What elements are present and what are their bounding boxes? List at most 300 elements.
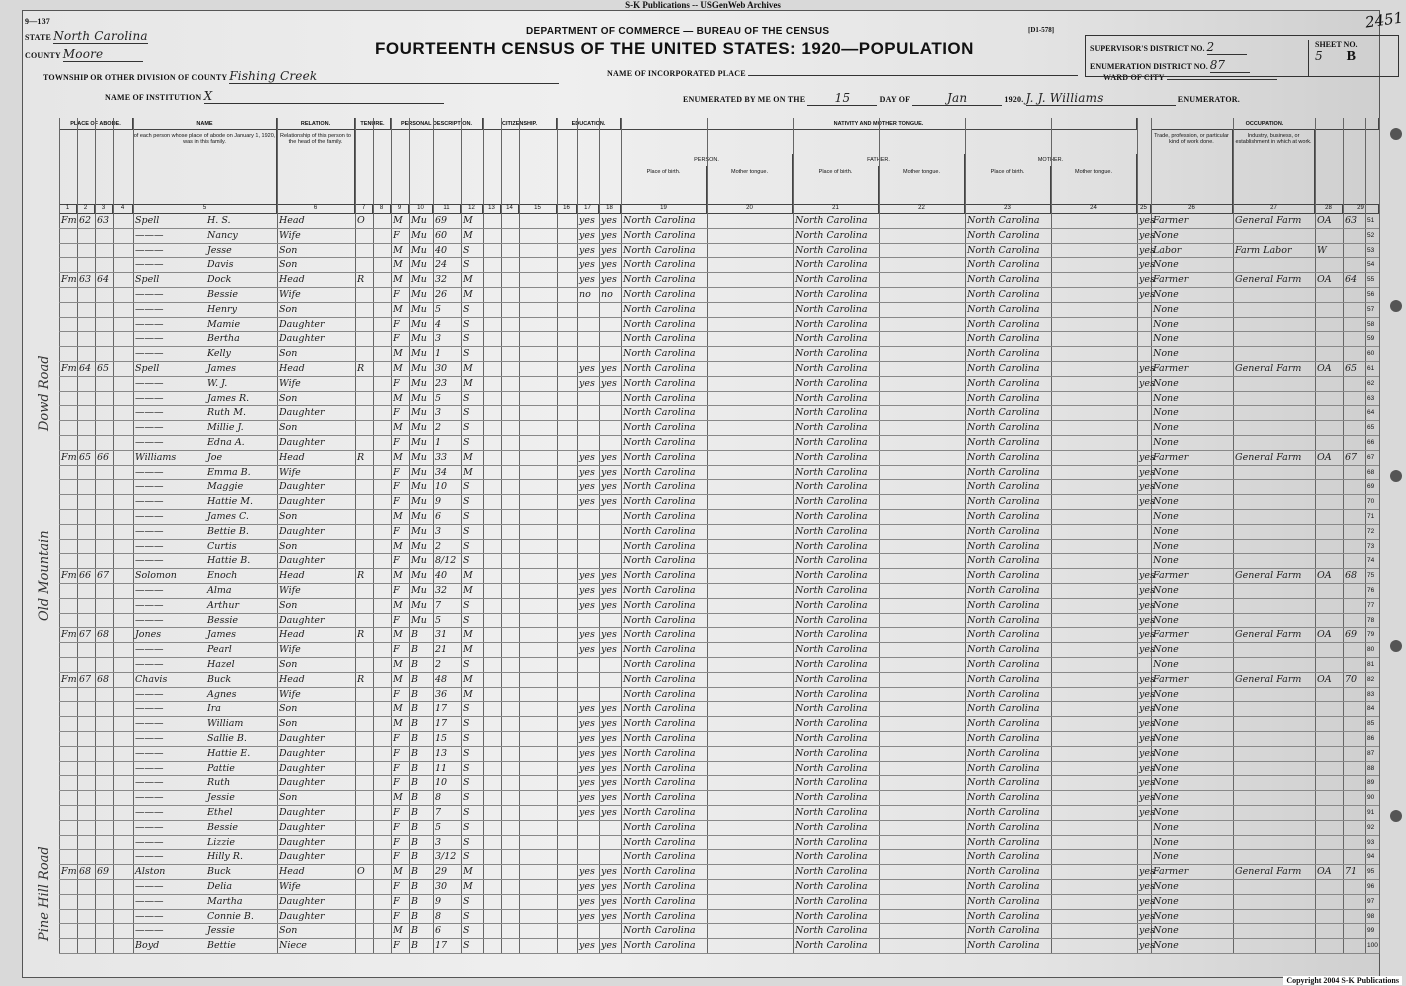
cell-industry [1235, 895, 1314, 910]
cell-tenure [357, 895, 372, 910]
cell-relation: Son [279, 659, 298, 670]
cell-dwelling [79, 229, 94, 244]
cell-marital: S [463, 836, 470, 848]
cell-tenure [357, 658, 372, 673]
cell-family [97, 436, 112, 451]
cell-surname: ——— [135, 392, 164, 404]
cell-birth: North Carolina [623, 437, 696, 448]
cell-industry [1235, 688, 1314, 703]
cell-relation: Wife [279, 466, 301, 478]
cell-father-birth: North Carolina [795, 511, 868, 522]
cell-tenure [357, 910, 372, 925]
cell-marital: S [463, 925, 470, 937]
cell-street [61, 806, 76, 821]
cell-race: Mu [411, 570, 427, 582]
cell-race: Mu [411, 451, 427, 463]
cell-birth: North Carolina [623, 215, 696, 226]
cell-surname: ——— [135, 437, 164, 448]
line-number: 91 [1367, 809, 1375, 816]
cell-surname: ——— [135, 821, 164, 833]
census-row [59, 688, 1379, 703]
cell-sex: F [393, 289, 400, 300]
cell-trade: None [1153, 821, 1179, 833]
cell-read: yes [579, 762, 595, 774]
page-title: FOURTEENTH CENSUS OF THE UNITED STATES: 1920—POPULATION [375, 39, 974, 58]
cell-sex: M [393, 599, 403, 611]
cell-write: no [601, 289, 613, 300]
cell-birth: North Carolina [623, 733, 696, 744]
cell-marital: M [463, 585, 473, 596]
cell-dwelling [79, 288, 94, 303]
cell-industry [1235, 525, 1314, 540]
cell-trade: None [1153, 762, 1179, 774]
cell-read [579, 332, 598, 347]
cell-age: 31 [435, 629, 448, 641]
cell-age: 69 [435, 215, 448, 226]
cell-read [579, 406, 598, 421]
cell-birth: North Carolina [623, 229, 696, 241]
cell-marital: S [463, 525, 470, 537]
cell-english: yes [1139, 599, 1155, 611]
cell-surname: ——— [135, 747, 164, 759]
line-number: 92 [1367, 823, 1375, 831]
cell-tenure [357, 791, 372, 806]
cell-industry [1235, 702, 1314, 717]
cell-surname: ——— [135, 925, 164, 937]
cell-marital: S [463, 733, 470, 744]
cell-tenure [357, 702, 372, 717]
cell-read: yes [579, 481, 595, 493]
cell-trade: None [1153, 229, 1179, 241]
cell-farm: 70 [1345, 673, 1358, 685]
cell-write: yes [601, 777, 617, 789]
cell-surname: ——— [135, 644, 164, 656]
group-personal: PERSONAL DESCRIPTION. [391, 118, 483, 130]
cell-sex: M [393, 244, 403, 256]
cell-surname: Alston [135, 866, 166, 878]
column-number: 29 [1343, 204, 1379, 214]
cell-farm [1345, 392, 1364, 407]
binder-hole [1390, 470, 1402, 482]
cell-farm: 68 [1345, 570, 1358, 582]
cell-given: Arthur [207, 599, 239, 611]
cell-street [61, 599, 76, 614]
cell-farm [1345, 939, 1364, 954]
cell-tenure [357, 762, 372, 777]
cell-relation: Son [279, 511, 298, 522]
cell-given: Connie B. [207, 910, 254, 922]
cell-race: B [411, 821, 418, 833]
cell-age: 5 [435, 392, 442, 404]
cell-given: Buck [207, 673, 232, 685]
cell-family [97, 480, 112, 495]
cell-family [97, 584, 112, 599]
cell-english: yes [1139, 718, 1155, 730]
column-number: 9 [391, 204, 409, 214]
cell-street: Fm [61, 363, 77, 374]
line-number: 64 [1367, 409, 1375, 417]
incorporated-value-line [748, 75, 1078, 76]
cell-given: W. J. [207, 377, 228, 389]
cell-tenure [357, 480, 372, 495]
cell-tenure [357, 406, 372, 421]
cell-write [601, 614, 620, 629]
column-number: 5 [133, 204, 277, 214]
cell-given: James C. [207, 511, 249, 522]
cell-mother-birth: North Carolina [967, 303, 1040, 315]
cell-father-birth: North Carolina [795, 659, 868, 670]
cell-class [1317, 732, 1342, 747]
cell-industry [1235, 377, 1314, 392]
cell-mother-birth: North Carolina [967, 940, 1040, 952]
cell-dwelling [79, 939, 94, 954]
cell-marital: S [463, 437, 470, 448]
cell-relation: Son [279, 599, 298, 611]
cell-age: 5 [435, 614, 442, 626]
cell-class [1317, 776, 1342, 791]
cell-english [1139, 540, 1150, 555]
cell-race: B [411, 836, 418, 848]
cell-given: Bettie [207, 940, 236, 952]
cell-marital: S [463, 407, 470, 419]
cell-given: H. S. [207, 215, 231, 226]
cell-english [1139, 406, 1150, 421]
cell-age: 17 [435, 940, 448, 952]
cell-industry [1235, 540, 1314, 555]
cell-tenure [357, 643, 372, 658]
line-number: 100 [1367, 942, 1378, 950]
cell-write [601, 554, 620, 569]
cell-tenure [357, 806, 372, 821]
cell-family [97, 406, 112, 421]
cell-farm [1345, 643, 1364, 658]
cell-marital: S [463, 895, 470, 907]
cell-class [1317, 924, 1342, 939]
cell-father-birth: North Carolina [795, 540, 868, 552]
cell-english: yes [1139, 363, 1155, 374]
cell-family [97, 880, 112, 895]
cell-trade: None [1153, 333, 1179, 345]
cell-mother-birth: North Carolina [967, 673, 1040, 685]
cell-english: yes [1139, 215, 1155, 226]
district-box [1085, 35, 1399, 77]
cell-tenure [357, 850, 372, 865]
cell-read: yes [579, 363, 595, 374]
line-number: 65 [1367, 424, 1375, 432]
cell-trade: None [1153, 940, 1179, 952]
cell-write [601, 347, 620, 362]
cell-age: 33 [435, 451, 448, 463]
sheet-value: 5 [1315, 49, 1323, 63]
cell-class [1317, 658, 1342, 673]
cell-birth: North Carolina [623, 303, 696, 315]
county-value: Moore [63, 47, 143, 62]
cell-write: yes [601, 363, 617, 374]
cell-marital: S [463, 599, 470, 611]
cell-dwelling [79, 910, 94, 925]
cell-trade: None [1153, 718, 1179, 730]
census-row [59, 392, 1379, 407]
cell-sex: F [393, 377, 400, 389]
cell-street [61, 406, 76, 421]
cell-street: Fm [61, 274, 77, 286]
cell-street: Fm [61, 629, 77, 641]
cell-father-birth: North Carolina [795, 422, 868, 434]
cell-father-birth: North Carolina [795, 274, 868, 286]
cell-read [579, 821, 598, 836]
cell-father-birth: North Carolina [795, 363, 868, 374]
cell-read: no [579, 289, 591, 300]
cell-surname: Spell [135, 215, 160, 226]
cell-relation: Head [279, 673, 305, 685]
cell-dwelling [79, 466, 94, 481]
cell-father-birth: North Carolina [795, 466, 868, 478]
cell-mother-birth: North Carolina [967, 792, 1040, 804]
cell-dwelling [79, 614, 94, 629]
cell-surname: ——— [135, 496, 164, 508]
group-nativity: NATIVITY AND MOTHER TONGUE. [621, 118, 1137, 130]
state-value: North Carolina [53, 29, 148, 43]
cell-father-birth: North Carolina [795, 629, 868, 641]
line-number: 59 [1367, 335, 1375, 343]
cell-father-birth: North Carolina [795, 244, 868, 256]
cell-given: Alma [207, 585, 232, 596]
cell-write: yes [601, 481, 617, 493]
cell-family: 64 [97, 274, 110, 286]
cell-age: 2 [435, 540, 442, 552]
cell-street: Fm [61, 866, 77, 878]
cell-write: yes [601, 807, 617, 818]
cell-farm [1345, 421, 1364, 436]
cell-tenure: R [357, 274, 365, 286]
cell-given: James R. [207, 392, 250, 404]
cell-dwelling [79, 244, 94, 259]
cell-relation: Wife [279, 881, 301, 892]
cell-trade: None [1153, 540, 1179, 552]
cell-sex: F [393, 496, 400, 508]
cell-father-birth: North Carolina [795, 348, 868, 360]
cell-read: yes [579, 570, 595, 582]
line-number: 77 [1367, 601, 1375, 609]
cell-race: Mu [411, 540, 427, 552]
cell-sex: F [393, 229, 400, 241]
cell-race: B [411, 881, 418, 892]
cell-father-birth: North Carolina [795, 570, 868, 582]
cell-industry [1235, 436, 1314, 451]
cell-industry [1235, 510, 1314, 525]
cell-relation: Daughter [279, 614, 325, 626]
cell-farm [1345, 732, 1364, 747]
cell-dwelling [79, 924, 94, 939]
cell-mother-birth: North Carolina [967, 555, 1040, 567]
cell-given: James [207, 363, 236, 374]
mother-header: MOTHER. [965, 154, 1137, 166]
cell-street [61, 347, 76, 362]
census-row [59, 540, 1379, 555]
cell-english: yes [1139, 762, 1155, 774]
cell-dwelling [79, 850, 94, 865]
cell-race: Mu [411, 244, 427, 256]
cell-relation: Son [279, 792, 298, 804]
cell-father-birth: North Carolina [795, 437, 868, 448]
cell-sex: M [393, 718, 403, 730]
cell-street [61, 747, 76, 762]
census-row [59, 569, 1379, 584]
census-row [59, 910, 1379, 925]
cell-industry [1235, 229, 1314, 244]
cell-relation: Daughter [279, 762, 325, 774]
cell-age: 1 [435, 437, 442, 448]
cell-surname: ——— [135, 762, 164, 774]
cell-family [97, 495, 112, 510]
cell-marital: M [463, 866, 473, 878]
cell-dwelling [79, 421, 94, 436]
cell-street [61, 643, 76, 658]
cell-farm [1345, 510, 1364, 525]
cell-mother-birth: North Carolina [967, 688, 1040, 700]
relation-desc: Relationship of this person to the head of the family. [277, 130, 355, 204]
cell-industry [1235, 717, 1314, 732]
cell-industry [1235, 850, 1314, 865]
cell-age: 9 [435, 496, 442, 508]
cell-dwelling [79, 525, 94, 540]
cell-surname: ——— [135, 688, 164, 700]
cell-age: 8 [435, 910, 442, 922]
cell-trade: None [1153, 585, 1179, 596]
cell-given: Ruth [207, 777, 231, 789]
cell-farm [1345, 762, 1364, 777]
cell-dwelling [79, 436, 94, 451]
cell-read [579, 658, 598, 673]
father-birth-header: Place of birth. [793, 166, 879, 204]
cell-birth: North Carolina [623, 718, 696, 730]
cell-street [61, 880, 76, 895]
cell-father-birth: North Carolina [795, 644, 868, 656]
cell-mother-birth: North Carolina [967, 392, 1040, 404]
cell-father-birth: North Carolina [795, 792, 868, 804]
line-number: 52 [1367, 231, 1375, 239]
cell-tenure [357, 540, 372, 555]
cell-street [61, 421, 76, 436]
cell-tenure: R [357, 673, 365, 685]
cell-industry: General Farm [1235, 451, 1302, 463]
cell-given: Lizzie [207, 836, 236, 848]
cell-write [601, 303, 620, 318]
cell-given: Agnes [207, 688, 237, 700]
cell-birth: North Carolina [623, 451, 696, 463]
cell-sex: M [393, 348, 403, 360]
cell-write [601, 421, 620, 436]
cell-english [1139, 347, 1150, 362]
cell-street [61, 688, 76, 703]
cell-industry [1235, 421, 1314, 436]
cell-relation: Son [279, 422, 298, 434]
binder-hole [1390, 640, 1402, 652]
page-stamp: 2451 [1363, 8, 1405, 32]
cell-given: Buck [207, 866, 232, 878]
cell-birth: North Carolina [623, 274, 696, 286]
cell-marital: S [463, 392, 470, 404]
cell-english [1139, 554, 1150, 569]
cell-tenure: R [357, 451, 365, 463]
cell-family [97, 850, 112, 865]
census-row [59, 406, 1379, 421]
cell-class [1317, 540, 1342, 555]
cell-race: B [411, 762, 418, 774]
cell-father-birth: North Carolina [795, 333, 868, 345]
cell-age: 4 [435, 318, 442, 330]
cell-read: yes [579, 777, 595, 789]
cell-race: Mu [411, 599, 427, 611]
cell-birth: North Carolina [623, 851, 696, 863]
cell-mother-birth: North Carolina [967, 215, 1040, 226]
cell-dwelling [79, 599, 94, 614]
cell-write: yes [601, 466, 617, 478]
cell-race: Mu [411, 259, 427, 271]
line-number: 82 [1367, 675, 1375, 683]
cell-birth: North Carolina [623, 925, 696, 937]
cell-marital: M [463, 688, 473, 700]
cell-mother-birth: North Carolina [967, 437, 1040, 448]
cell-relation: Son [279, 348, 298, 360]
census-row [59, 895, 1379, 910]
cell-read: yes [579, 215, 595, 226]
cell-write: yes [601, 644, 617, 656]
cell-farm [1345, 318, 1364, 333]
cell-mother-birth: North Carolina [967, 348, 1040, 360]
cell-race: Mu [411, 496, 427, 508]
cell-industry [1235, 288, 1314, 303]
cell-trade: None [1153, 836, 1179, 848]
cell-trade: None [1153, 496, 1179, 508]
cell-sex: M [393, 303, 403, 315]
side-note-lower: Pine Hill Road [37, 846, 52, 941]
cell-father-birth: North Carolina [795, 407, 868, 419]
enumerator-name: J. J. Williams [1026, 91, 1176, 106]
cell-age: 29 [435, 866, 448, 878]
cell-trade: None [1153, 925, 1179, 937]
cell-dwelling [79, 762, 94, 777]
cell-age: 26 [435, 289, 448, 300]
cell-given: Ira [207, 703, 221, 715]
census-row [59, 599, 1379, 614]
cell-given: Hilly R. [207, 851, 243, 863]
cell-trade: None [1153, 807, 1179, 818]
cell-race: Mu [411, 274, 427, 286]
cell-marital: M [463, 229, 473, 241]
cell-age: 11 [435, 762, 448, 774]
cell-english [1139, 318, 1150, 333]
column-number: 16 [557, 204, 577, 214]
cell-read: yes [579, 466, 595, 478]
cell-read [579, 525, 598, 540]
cell-marital: S [463, 348, 470, 360]
cell-trade: None [1153, 659, 1179, 670]
cell-given: Emma B. [207, 466, 251, 478]
cell-trade: None [1153, 910, 1179, 922]
cell-given: Curtis [207, 540, 237, 552]
cell-race: Mu [411, 229, 427, 241]
enumeration-value: 87 [1210, 58, 1250, 73]
cell-birth: North Carolina [623, 821, 696, 833]
cell-sex: M [393, 215, 403, 226]
cell-dwelling [79, 480, 94, 495]
cell-family [97, 244, 112, 259]
cell-dwelling [79, 643, 94, 658]
cell-english: yes [1139, 733, 1155, 744]
cell-english: yes [1139, 466, 1155, 478]
cell-write [601, 850, 620, 865]
